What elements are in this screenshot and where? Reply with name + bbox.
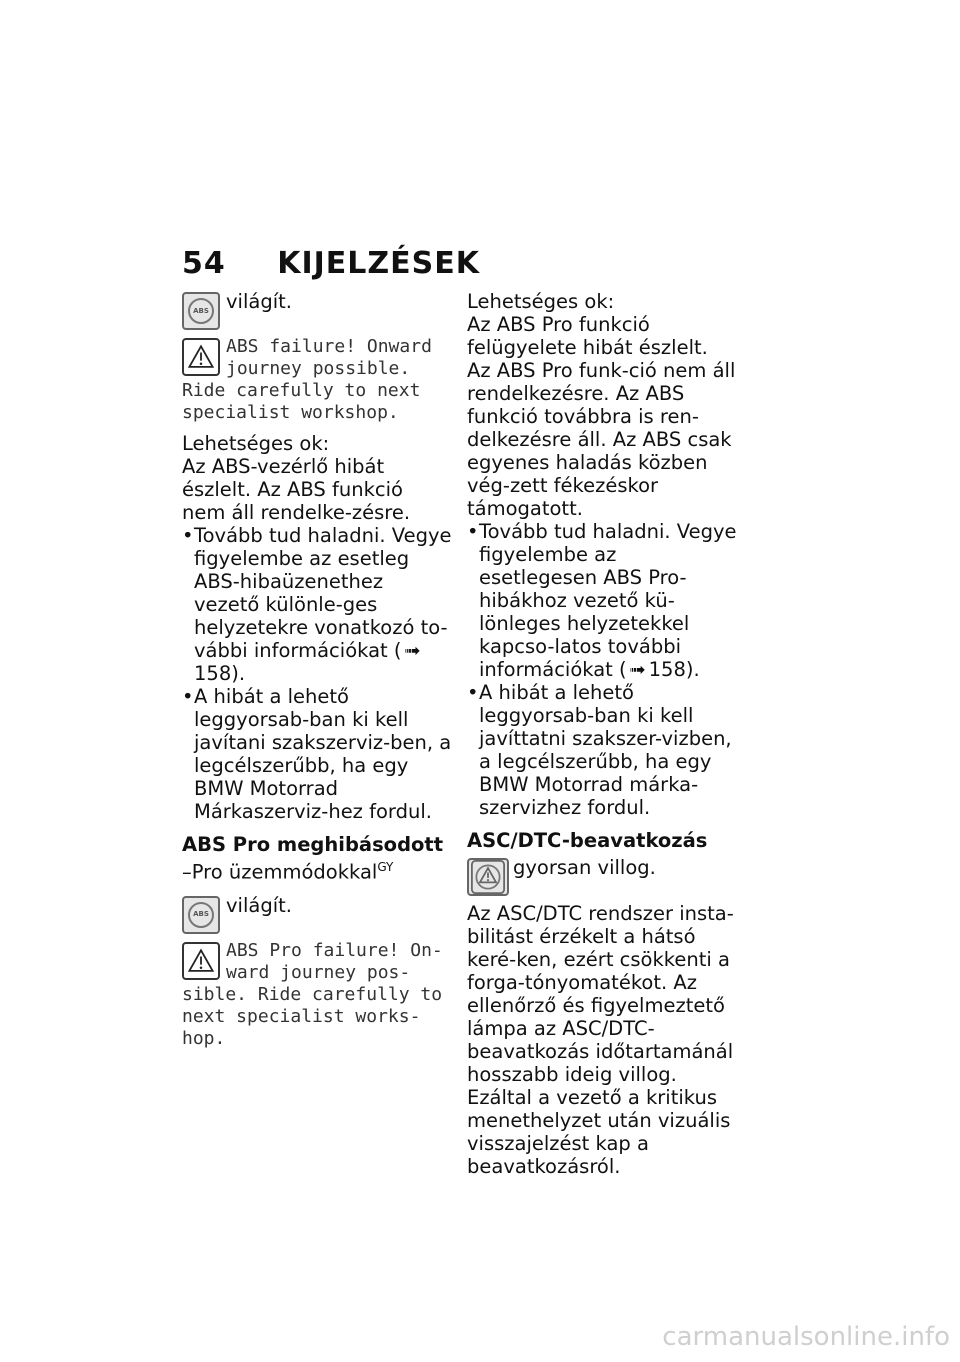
page-header: [182, 246, 480, 281]
warning-triangle-icon: [182, 942, 220, 980]
warning-triangle-icon: [182, 338, 220, 376]
action-list: [182, 524, 452, 823]
page-reference-arrow-icon: ➟: [404, 639, 421, 662]
page-reference-arrow-icon: ➟: [629, 658, 646, 681]
list-item: • A hibát a lehető leggyorsab-ban ki kell javítani szakszerviz-ben, a legcélszerűbb, ha egy BMW Motorrad Márkaszerviz-hez fordul.: [182, 685, 452, 823]
asc-lamp-row: [467, 856, 737, 896]
abs-lamp-row: [182, 290, 452, 330]
page-number: 54: [182, 246, 226, 281]
asc-dtc-icon: [467, 858, 509, 896]
lamp-status-text: gyorsan villog.: [513, 856, 656, 879]
cause-text: Az ABS-vezérlő hibát észlelt. Az ABS funkció nem áll rendelke-zésre.: [182, 455, 411, 524]
message-line-first: ABS failure! Onward journey possible.: [226, 336, 432, 379]
abs-pro-failure-message: [182, 940, 452, 1050]
section-title-asc-dtc: ASC/DTC-beavatkozás: [467, 829, 708, 852]
lamp-status-text: világít.: [226, 893, 292, 917]
right-column: [467, 290, 737, 1178]
cause-label: Lehetséges ok:: [182, 432, 330, 455]
superscript-marker: GY: [377, 860, 394, 874]
left-column: [182, 290, 452, 1058]
lamp-status-text: világít.: [226, 290, 292, 313]
list-item: • A hibát a lehető leggyorsab-ban ki kell javíttatni szakszer-vizben, a legcélszerűbb, ha egy BMW Motorrad márka-szervizhez fordul.: [467, 681, 737, 819]
abs-warning-icon: ABS: [182, 292, 220, 330]
abs-warning-icon: ABS: [182, 896, 220, 934]
action-list: [467, 520, 737, 819]
list-item: • Tovább tud haladni. Vegye figyelembe az esetlegesen ABS Pro-hibákhoz vezető kü-lönleges helyzetekkel kapcso-latos további információkat ( ➟ 158).: [467, 520, 737, 681]
list-item: • Tovább tud haladni. Vegye figyelembe az esetleg ABS-hibaüzenethez vezető különle-ges helyzetekre vonatkozó to-vábbi információkat ( ➟158).: [182, 524, 452, 685]
message-line-rest: sible. Ride carefully to next specialist works-hop.: [182, 983, 443, 1049]
message-line-first: ABS Pro failure! On-ward journey pos-: [226, 939, 443, 983]
cause-text: Az ABS Pro funkció felügyelete hibát észlelt. Az ABS Pro funk-ció nem áll rendelkezésre. Az ABS funkció továbbra is ren-delkezésre áll. Az ABS csak egyenes haladás közben vég-zett fékezéskor támogatott.: [467, 313, 736, 520]
abs-failure-message: [182, 336, 452, 424]
section-subtitle: –Pro üzemmódokkal$^{GY}$: [182, 860, 394, 884]
message-line-rest: Ride carefully to next specialist workshop.: [182, 380, 421, 423]
asc-description: Az ASC/DTC rendszer insta-bilitást érzékelt a hátsó keré-ken, ezért csökkenti a forga-tónyomatékot. Az ellenőrző és figyelmeztető lámpa az ASC/DTC-beavatkozás időtartamánál hosszabb ideig villog. Ezáltal a vezető a kritikus menethelyzet után vizuális visszajelzést kap a beavatkozásról.: [467, 902, 734, 1178]
cause-label: Lehetséges ok:: [467, 290, 615, 313]
page-title: KIJELZÉSEK: [277, 246, 480, 281]
watermark: carmanualsonline.info: [662, 1322, 950, 1352]
section-title-abs-pro: ABS Pro meghibásodott: [182, 833, 444, 856]
abs-pro-lamp-row: [182, 894, 452, 934]
